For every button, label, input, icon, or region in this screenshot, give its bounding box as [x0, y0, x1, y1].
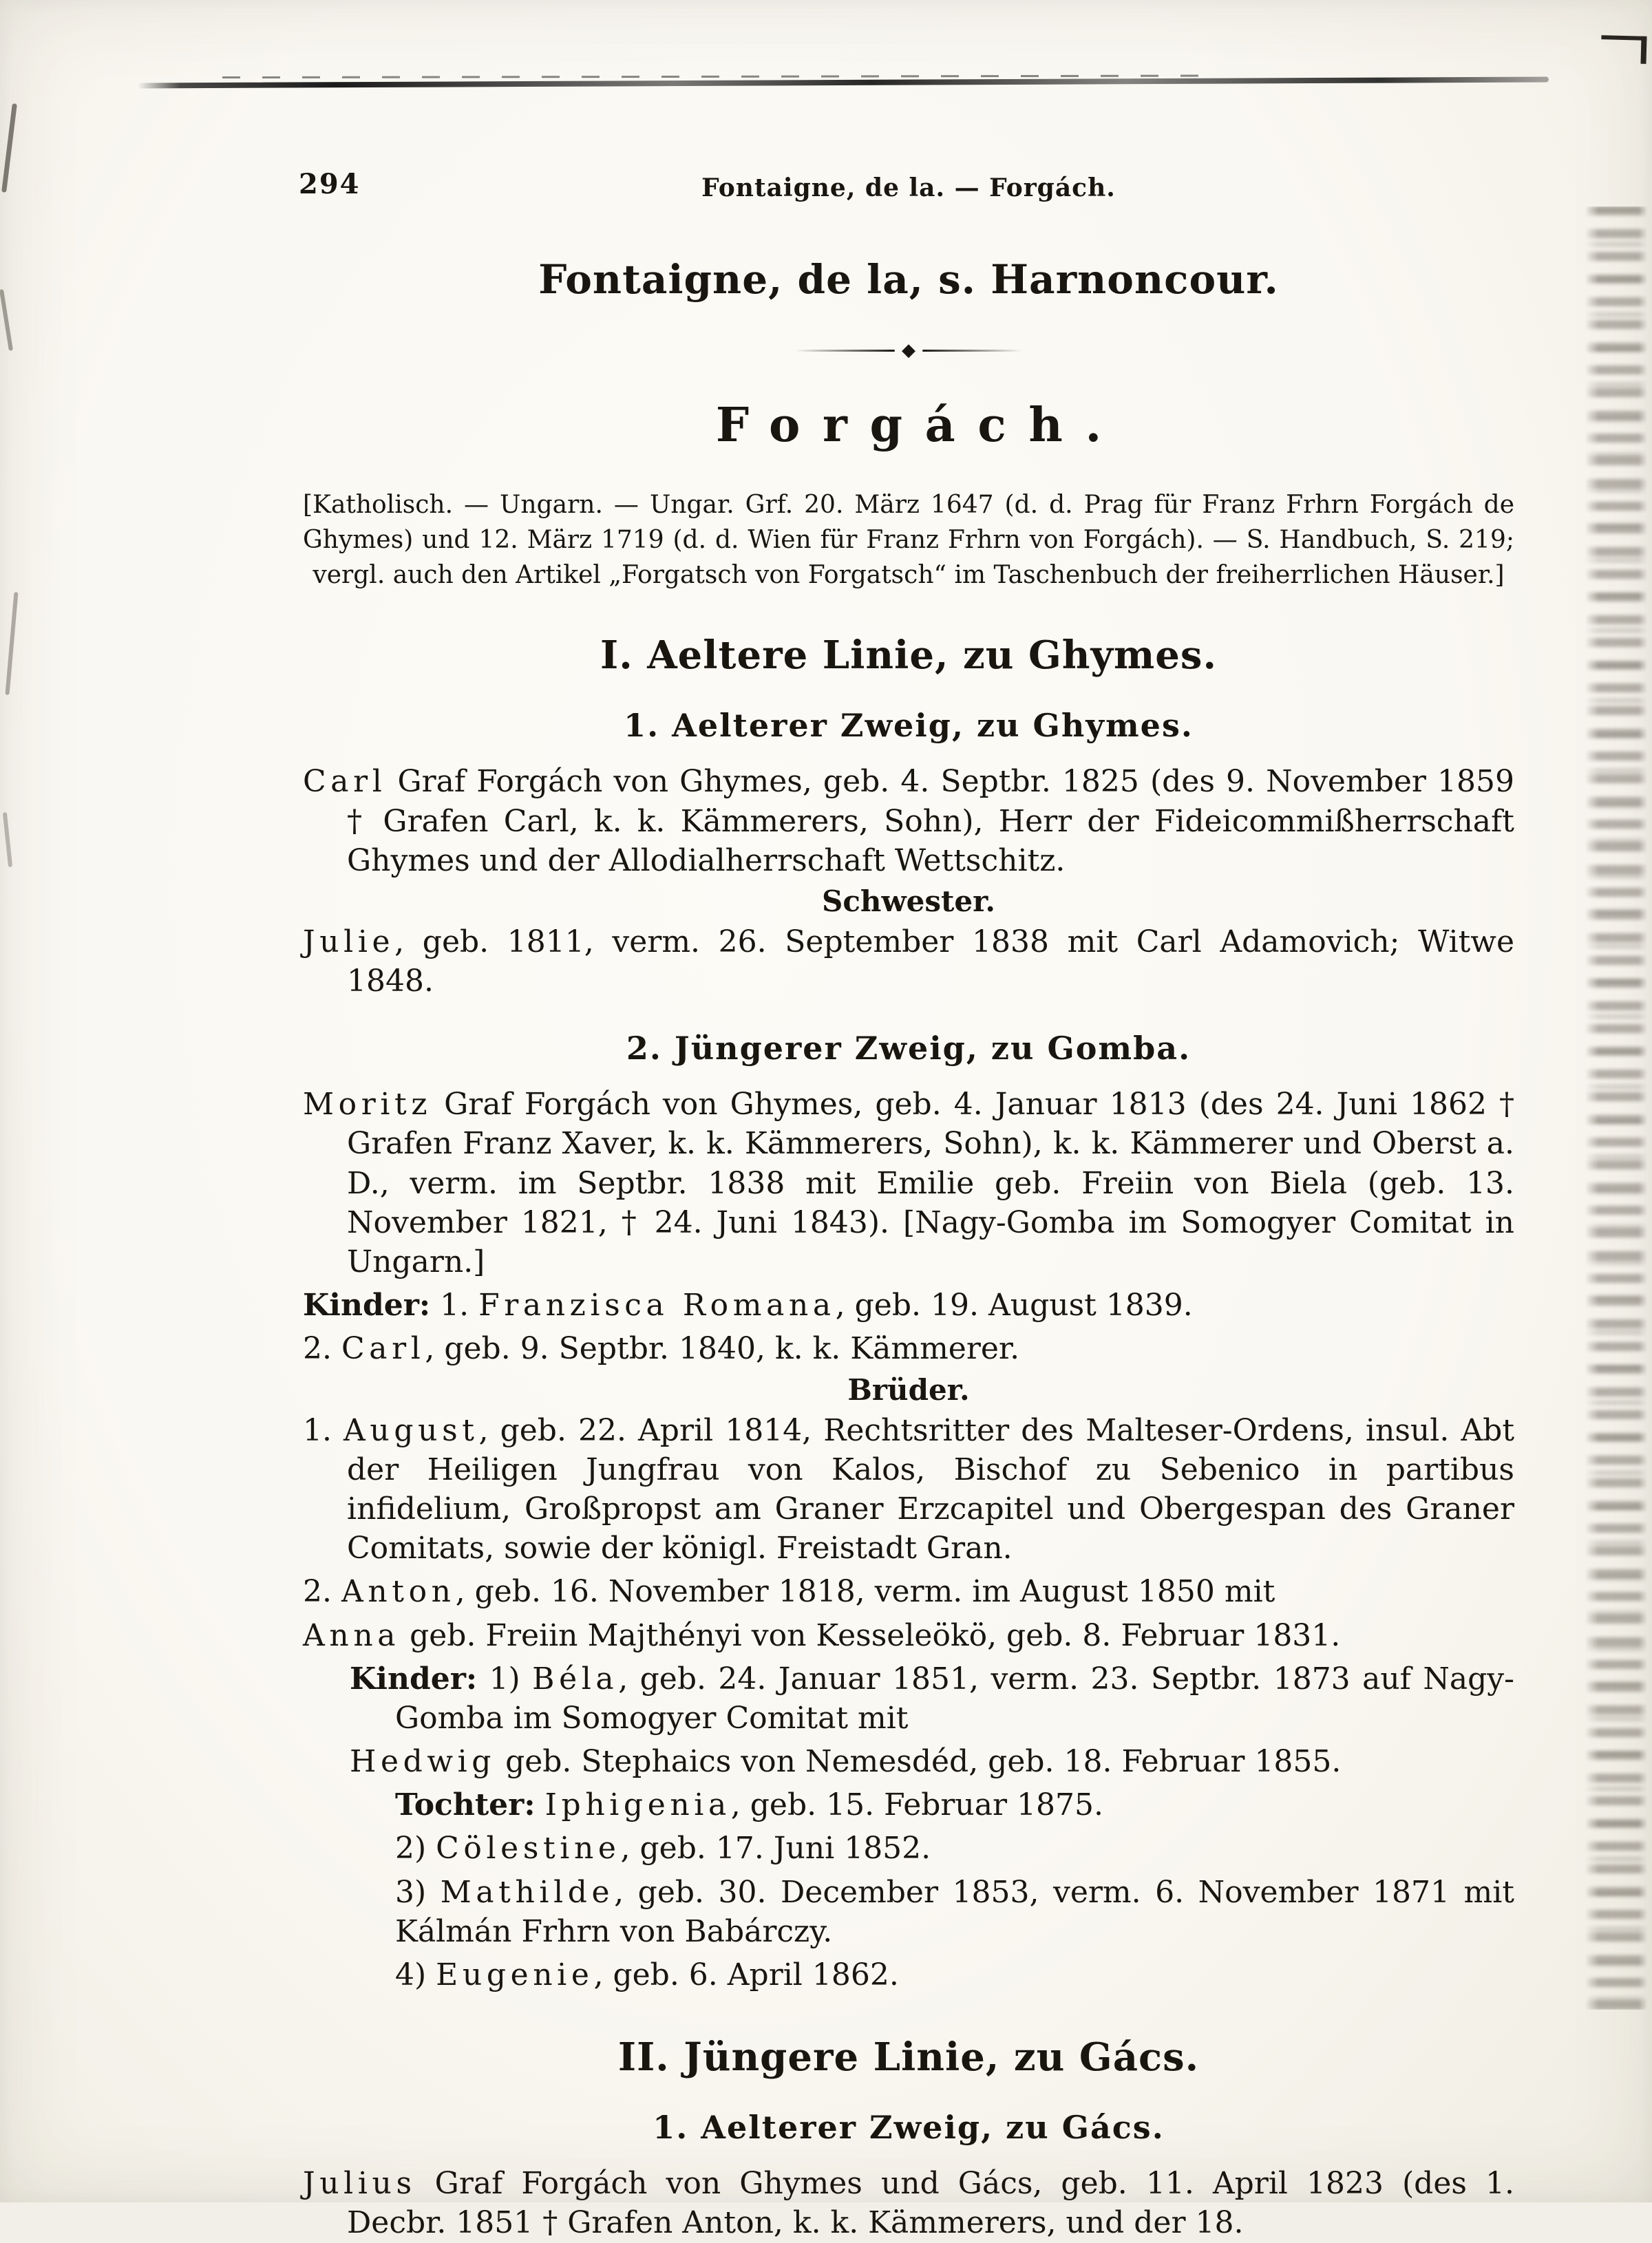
entry-hedwig — [350, 1742, 1514, 1781]
person-name: Carl — [341, 1331, 425, 1367]
person-name: Iphigenia — [544, 1787, 731, 1823]
person-name: Mathilde — [440, 1874, 615, 1910]
entry-julius — [303, 2164, 1514, 2242]
person-name: Cölestine — [436, 1831, 621, 1867]
entry-text: , geb. 17. Juni 1852. — [620, 1831, 931, 1867]
entry-bruder-august — [303, 1411, 1514, 1569]
kinder-label: Kinder: — [303, 1288, 431, 1324]
entry-carl — [303, 762, 1514, 880]
heading-line1-branch2: 2. Jüngerer Zweig, zu Gomba. — [626, 1030, 1192, 1067]
entry-text: , geb. 22. April 1814, Rechtsritter des Malteser-Ordens, insul. Abt der Heiligen Jungfrau von Kalos, Bischof zu Sebenico in partibus infidelium, Großpropst am Graner Erzcapitel und Obergespan des Graner Comitats, sowie der königl. Freistadt Gran. — [347, 1412, 1514, 1566]
scan-artifact-left-mark — [5, 592, 18, 695]
divider-ornament-icon: ◆ — [902, 340, 915, 361]
entry-text: Graf Forgách von Ghymes, geb. 4. Septbr. 1825 (des 9. November 1859 † Grafen Carl, k. k. Kämmerers, Sohn), Herr der Fideicommißherrschaft Ghymes und der Allodialherrschaft Wettschitz. — [347, 764, 1514, 878]
entry-bela — [303, 1659, 1514, 1738]
entry-coelestine — [395, 1829, 1514, 1868]
person-name: Anton — [341, 1574, 456, 1610]
person-name: Eugenie — [436, 1957, 594, 1993]
entry-number: 1. — [303, 1412, 344, 1448]
entry-bruder-anton — [303, 1572, 1514, 1611]
divider-line — [795, 350, 895, 352]
entry-number: 3) — [395, 1874, 441, 1910]
entry-number: 2) — [395, 1831, 436, 1867]
page-content — [303, 256, 1514, 2243]
entry-text: , geb. 19. August 1839. — [835, 1288, 1193, 1324]
label-schwester: Schwester. — [822, 884, 995, 918]
heading-line2-branch1: 1. Aelterer Zweig, zu Gács. — [653, 2109, 1165, 2147]
fontaigne-entry-title: Fontaigne, de la, s. Harnoncour. — [538, 256, 1279, 303]
heading-line-1: I. Aeltere Linie, zu Ghymes. — [600, 632, 1217, 679]
scan-artifact-left-mark — [3, 812, 12, 867]
entry-moritz — [303, 1085, 1514, 1282]
scan-artifact-corner-mark — [1600, 35, 1646, 64]
page-number: 294 — [299, 168, 361, 200]
running-head: Fontaigne, de la. — Forgách. — [701, 173, 1116, 202]
entry-text: , geb. 6. April 1862. — [593, 1957, 899, 1993]
entry-julie — [303, 922, 1514, 1001]
section-divider — [795, 341, 1022, 359]
entry-text: , geb. 1811, verm. 26. September 1838 mit Carl Adamovich; Witwe 1848. — [347, 924, 1514, 999]
entry-number: 4) — [395, 1957, 436, 1993]
heading-line1-branch1: 1. Aelterer Zweig, zu Ghymes. — [624, 707, 1194, 745]
page-header — [299, 0, 1514, 202]
entry-text: geb. Freiin Majthényi von Kesseleökö, geb. 8. Februar 1831. — [400, 1617, 1341, 1653]
divider-line — [922, 350, 1022, 352]
entry-eugenie — [395, 1955, 1514, 1995]
label-brueder: Brüder. — [847, 1372, 970, 1407]
scan-artifact-left-mark — [1, 103, 17, 193]
person-name: Anna — [303, 1617, 401, 1653]
person-name: Julius — [303, 2166, 416, 2202]
person-name: Carl — [303, 764, 387, 800]
entry-anna — [303, 1616, 1514, 1655]
entry-text: , geb. 24. Januar 1851, verm. 23. Septbr. 1873 auf Nagy-Gomba im Somogyer Comitat mit — [395, 1661, 1515, 1736]
bleedthrough-adjacent-page — [1585, 206, 1648, 2010]
entry-text: Graf Forgách von Ghymes, geb. 4. Januar 1813 (des 24. Juni 1862 † Grafen Franz Xaver, k. k. Kämmerers, Sohn), k. k. Kämmerer und Oberst a. D., verm. im Septbr. 1838 mit Emilie geb. Freiin von Biela (geb. 13. November 1821, † 24. Juni 1843). [Nagy-Gomba im Somogyer Comitat in Ungarn.] — [347, 1087, 1514, 1280]
entry-text: Graf Forgách von Ghymes und Gács, geb. 11. April 1823 (des 1. Decbr. 1851 † Grafen Anton, k. k. Kämmerers, und der 18. — [347, 2166, 1514, 2241]
tochter-label: Tochter: — [395, 1787, 536, 1823]
person-name: Béla — [532, 1661, 619, 1697]
person-name: Julie — [303, 924, 395, 959]
heading-line-2: II. Jüngere Linie, zu Gács. — [617, 2034, 1200, 2081]
entry-text: geb. Stephaics von Nemesdéd, geb. 18. Februar 1855. — [496, 1744, 1342, 1780]
entry-number: 1. — [430, 1288, 479, 1324]
forgach-intro-note: [Katholisch. — Ungarn. — Ungar. Grf. 20. März 1647 (d. d. Prag für Franz Frhrn Forgách de Ghymes) und 12. März 1719 (d. d. Wien für Franz Frhrn von Forgách). — S. Handbuch, S. 219; vergl. auch den Artikel „Forgatsch von Forgatsch“ im Taschenbuch der freiherrlichen Häuser.] — [303, 491, 1514, 590]
entry-kind-franzisca — [303, 1286, 1514, 1325]
entry-number: 2. — [303, 1331, 341, 1367]
entry-tochter-iphigenia — [395, 1785, 1514, 1825]
entry-kind-carl — [303, 1329, 1514, 1368]
entry-text: , geb. 16. November 1818, verm. im August 1850 mit — [455, 1574, 1275, 1610]
entry-number: 2. — [303, 1574, 341, 1610]
person-name: Moritz — [303, 1087, 432, 1123]
person-name: Franzisca Romana — [478, 1288, 836, 1324]
entry-number — [536, 1787, 545, 1822]
person-name: August — [343, 1412, 479, 1448]
person-name: Hedwig — [350, 1744, 496, 1780]
entry-number: 1) — [477, 1661, 533, 1697]
entry-text: , geb. 9. Septbr. 1840, k. k. Kämmerer. — [425, 1331, 1020, 1367]
entry-text: , geb. 15. Februar 1875. — [730, 1787, 1103, 1823]
entry-mathilde — [395, 1873, 1514, 1951]
forgach-entry-heading: Forgách. — [715, 398, 1124, 453]
kinder-label: Kinder: — [350, 1661, 478, 1697]
entry-text: , geb. 30. December 1853, verm. 6. November 1871 mit Kálmán Frhrn von Babárczy. — [395, 1874, 1514, 1949]
scan-artifact-left-mark — [0, 289, 13, 351]
